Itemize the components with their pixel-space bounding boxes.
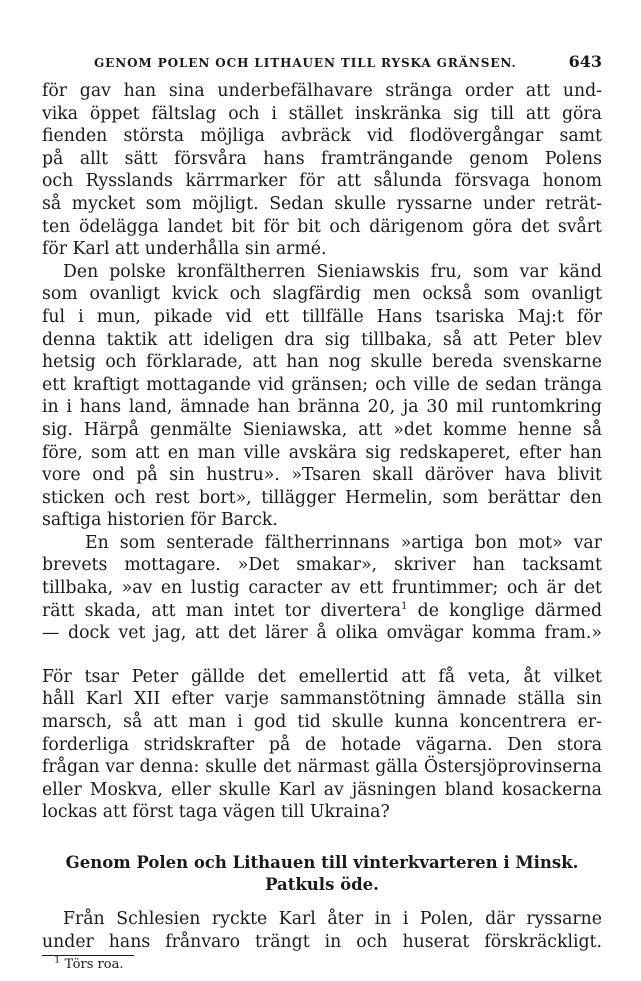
text-line: för gav han sina underbefälhavare stränga order att und- <box>42 81 602 101</box>
section-heading-line: Patkuls öde. <box>265 875 379 894</box>
text-line: så mycket som möjligt. Sedan skulle ryssarne under reträt- <box>42 193 602 214</box>
text-line: lockas att först taga vägen till Ukraina? <box>42 802 390 823</box>
text-line: marsch, så att man i god tid skulle kunna koncentrera er- <box>42 712 602 733</box>
text-line: håll Karl XII efter varje sammanstötning ämnade ställa sin <box>42 689 602 710</box>
text-line: på allt sätt försvåra hans framträngande genom Polens <box>42 148 602 169</box>
paragraph-3 <box>42 532 602 645</box>
text-line: och Rysslands kärrmarker för att sålunda försvaga honom <box>42 171 602 192</box>
text-line: Den polske kronfältherren Sieniawskis fru, som var känd <box>63 261 602 282</box>
text-line: fienden största möjliga avbräck vid flodövergångar samt <box>42 126 602 147</box>
paragraph-5 <box>42 908 602 953</box>
footnote-marker: 1 <box>54 954 61 966</box>
text-line: Från Schlesien ryckte Karl åter in i Polen, där ryssarne <box>63 909 602 929</box>
text-line: hetsig och förklarade, att han nog skulle bereda svenskarne <box>42 352 602 373</box>
text-line: för Karl att underhålla sin armé. <box>42 239 327 260</box>
section-heading <box>42 852 602 896</box>
text-line: ful i mun, pikade vid ett tillfälle Hans tsariska Maj:t för <box>42 306 602 327</box>
text-line: forderliga stridskrafter på de hotade vägarna. Den stora <box>42 734 602 755</box>
text-line: eller Moskva, eller skulle Karl av jäsningen bland kosackerna <box>42 779 602 800</box>
text-line: ett kraftigt mottagande vid gränsen; och ville de sedan tränga <box>42 374 602 395</box>
text-line: — dock vet jag, att det lärer å olika omvägar komma fram.» <box>42 623 602 644</box>
text-line: frågan var denna: skulle det närmast gälla Östersjöprovinserna <box>42 757 602 778</box>
page-number: 643 <box>568 52 602 71</box>
text-line <box>42 600 602 623</box>
text-line: brevets mottagare. »Det smakar», skriver han tacksamt <box>42 555 602 576</box>
text-line: saftiga historien för Barck. <box>42 510 278 531</box>
text-fragment: de konglige därmed <box>407 600 603 621</box>
text-line: före, som att en man ville avskära sig redskaperet, efter han <box>42 442 602 463</box>
paragraph-2 <box>42 261 602 532</box>
text-line: ten ödelägga landet bit för bit och därigenom göra det svårt <box>42 216 602 237</box>
text-line: tillbaka, »av en lustig caracter av ett fruntimmer; och är det <box>42 578 602 599</box>
paragraph-gap <box>42 645 602 666</box>
text-fragment: rätt skada, att man intet tor divertera <box>42 600 402 621</box>
text-line: vika öppet fältslag och i stället inskränka sig till att göra <box>42 103 602 124</box>
paragraph-1 <box>42 80 602 261</box>
running-title: GENOM POLEN OCH LITHAUEN TILL RYSKA GRÄNSEN. <box>94 56 517 70</box>
text-line: vore ond på sin hustru». »Tsaren skall däröver hava blivit <box>42 465 602 486</box>
text-line: sig. Härpå genmälte Sieniawska, att »det komme henne så <box>42 419 602 440</box>
footnote <box>42 954 602 973</box>
text-line: som ovanligt kvick och slagfärdig men också som ovanligt <box>42 284 602 305</box>
footnote-text: Törs roa. <box>64 957 124 973</box>
text-line: För tsar Peter gällde det emellertid att få veta, åt vilket <box>42 666 602 687</box>
heading-gap <box>42 896 602 908</box>
section-heading-line: Genom Polen och Lithauen till vinterkvarteren i Minsk. <box>65 853 579 872</box>
text-line: under hans frånvaro trängt in och huserat förskräckligt. <box>42 931 602 952</box>
text-line: En som senterade fältherrinnans »artiga bon mot» var <box>85 532 602 553</box>
text-line: sticken och rest bort», tillägger Hermelin, som berättar den <box>42 487 602 508</box>
paragraph-4 <box>42 666 602 824</box>
running-header <box>42 52 602 80</box>
section-gap <box>42 824 602 852</box>
text-line: in i hans land, ämnade han bränna 20, ja 30 mil runtomkring <box>42 397 602 418</box>
text-line: denna taktik att ideligen dra sig tillbaka, så att Peter blev <box>42 329 602 350</box>
book-page <box>42 52 602 973</box>
footnote-reference: 1 <box>401 600 408 612</box>
